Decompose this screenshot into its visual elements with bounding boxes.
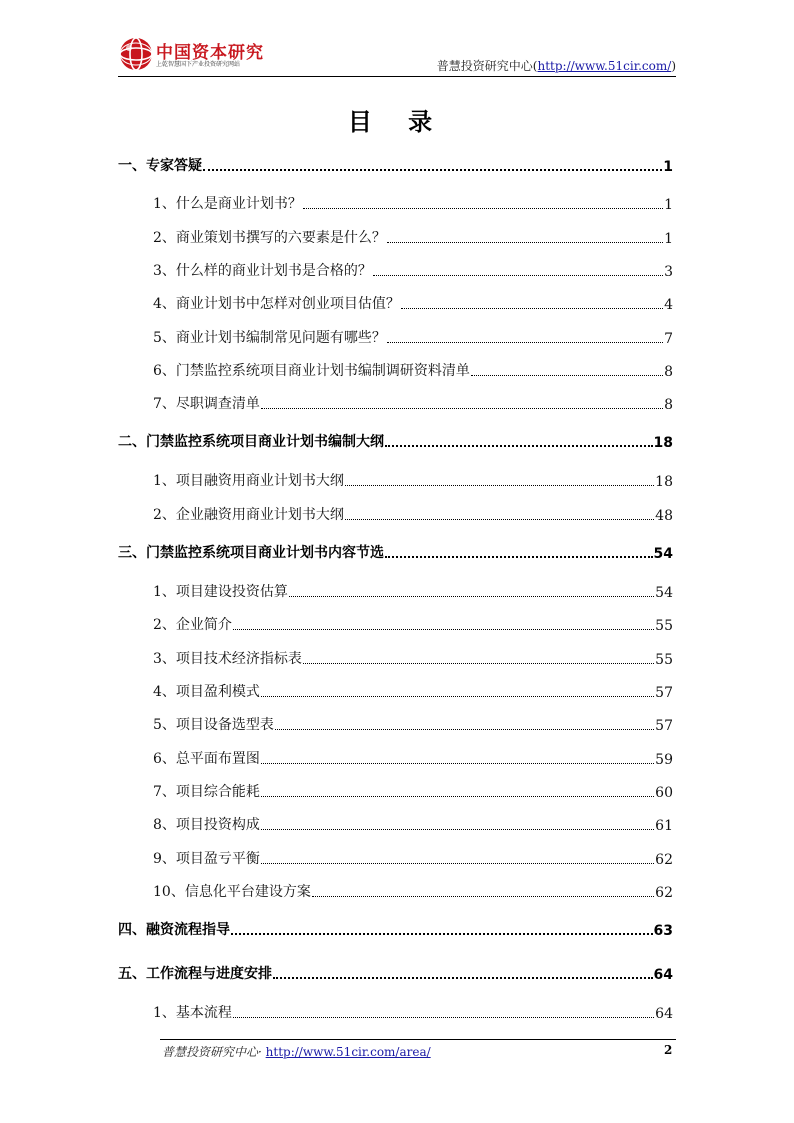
- header-divider: [118, 76, 676, 77]
- toc-leader-dots: [385, 444, 653, 447]
- toc-leader-dots: [289, 595, 654, 597]
- toc-section-entry[interactable]: [153, 881, 673, 901]
- toc-section-entry[interactable]: [153, 781, 673, 801]
- toc-leader-dots: [303, 662, 654, 664]
- toc-entry-page: 64: [653, 967, 673, 983]
- toc-section-entry[interactable]: [153, 581, 673, 601]
- toc-section-entry[interactable]: [153, 614, 673, 634]
- logo: [118, 34, 288, 74]
- toc-leader-dots: [261, 407, 663, 409]
- toc-entry-page: 18: [653, 435, 673, 451]
- toc-section-entry[interactable]: [153, 714, 673, 734]
- toc-entry-label: 7、项目综合能耗: [153, 784, 260, 800]
- toc-leader-dots: [373, 274, 663, 276]
- toc-entry-label: 一、专家答疑: [118, 158, 202, 174]
- toc-leader-dots: [345, 518, 654, 520]
- toc-section-entry[interactable]: [153, 814, 673, 834]
- toc-section-entry[interactable]: [153, 470, 673, 490]
- toc-chapter-entry[interactable]: [118, 431, 673, 451]
- toc-entry-label: 2、企业融资用商业计划书大纲: [153, 507, 344, 523]
- toc-leader-dots: [261, 795, 654, 797]
- toc-leader-dots: [261, 762, 654, 764]
- toc-leader-dots: [345, 484, 654, 486]
- toc-entry-page: 57: [655, 685, 673, 701]
- logo-globe-icon: [118, 36, 154, 72]
- toc-section-entry[interactable]: [153, 648, 673, 668]
- toc-entry-page: 61: [655, 818, 673, 834]
- toc-entry-label: 3、什么样的商业计划书是合格的？: [153, 263, 372, 279]
- toc-entry-label: 三、门禁监控系统项目商业计划书内容节选: [118, 545, 384, 561]
- toc-entry-label: 二、门禁监控系统项目商业计划书编制大纲: [118, 434, 384, 450]
- toc-section-entry[interactable]: [153, 260, 673, 280]
- toc-leader-dots: [401, 307, 663, 309]
- toc-entry-label: 1、项目融资用商业计划书大纲: [153, 473, 344, 489]
- toc-entry-label: 4、商业计划书中怎样对创业项目估值？: [153, 296, 400, 312]
- toc-leader-dots: [385, 555, 653, 558]
- header-source: [437, 57, 676, 74]
- toc-entry-label: 6、门禁监控系统项目商业计划书编制调研资料清单: [153, 363, 470, 379]
- toc-section-entry[interactable]: [153, 360, 673, 380]
- toc-section-entry[interactable]: [153, 393, 673, 413]
- toc-entry-label: 8、项目投资构成: [153, 817, 260, 833]
- toc-entry-page: 8: [664, 364, 673, 380]
- toc-section-entry[interactable]: [153, 504, 673, 524]
- toc-entry-label: 4、项目盈利模式: [153, 684, 260, 700]
- toc-chapter-entry[interactable]: [118, 963, 673, 983]
- toc-entry-page: 64: [655, 1006, 673, 1022]
- toc-entry-label: 10、信息化平台建设方案: [153, 884, 311, 900]
- toc-entry-label: 四、融资流程指导: [118, 922, 230, 938]
- header-url-link[interactable]: http://www.51cir.com/: [537, 59, 672, 73]
- toc-leader-dots: [261, 695, 654, 697]
- toc-entry-label: 6、总平面布置图: [153, 751, 260, 767]
- toc-entry-page: 8: [664, 397, 673, 413]
- page-number: 2: [664, 1043, 673, 1057]
- toc-section-entry[interactable]: [153, 681, 673, 701]
- page-header: [118, 34, 676, 76]
- toc-entry-page: 63: [653, 923, 673, 939]
- toc-entry-page: 55: [655, 652, 673, 668]
- toc-leader-dots: [303, 207, 663, 209]
- header-paren-open: (: [532, 59, 538, 73]
- footer-org-name: 普慧投资研究中心·: [162, 1045, 262, 1059]
- toc-entry-page: 62: [655, 885, 673, 901]
- toc-entry-label: 9、项目盈亏平衡: [153, 851, 260, 867]
- toc-entry-label: 1、基本流程: [153, 1005, 232, 1021]
- toc-entry-page: 1: [663, 159, 673, 175]
- header-org-name: 普慧投资研究中心: [436, 59, 533, 73]
- page-title: 目 录: [347, 108, 447, 136]
- toc-leader-dots: [312, 895, 654, 897]
- toc-entry-page: 55: [655, 618, 673, 634]
- toc-leader-dots: [233, 628, 654, 630]
- footer-url-link[interactable]: http://www.51cir.com/area/: [265, 1045, 431, 1059]
- toc-leader-dots: [233, 1016, 654, 1018]
- toc-entry-page: 62: [655, 852, 673, 868]
- toc-entry-label: 1、什么是商业计划书？: [153, 196, 302, 212]
- toc-entry-page: 54: [653, 546, 673, 562]
- toc-section-entry[interactable]: [153, 848, 673, 868]
- toc-entry-page: 57: [655, 718, 673, 734]
- toc-entry-label: 7、尽职调查清单: [153, 396, 260, 412]
- toc-entry-label: 五、工作流程与进度安排: [118, 966, 272, 982]
- toc-leader-dots: [275, 728, 654, 730]
- toc-leader-dots: [203, 168, 662, 171]
- toc-entry-label: 1、项目建设投资估算: [153, 584, 288, 600]
- toc-entry-label: 3、项目技术经济指标表: [153, 651, 302, 667]
- toc-section-entry[interactable]: [153, 193, 673, 213]
- toc-section-entry[interactable]: [153, 1002, 673, 1022]
- toc-entry-page: 1: [664, 197, 673, 213]
- toc-leader-dots: [273, 976, 653, 979]
- footer-divider: [160, 1039, 676, 1040]
- toc-entry-label: 5、项目设备选型表: [153, 717, 274, 733]
- toc-leader-dots: [471, 374, 663, 376]
- logo-subtitle: 上乾智慧国下产业投资研究网站: [156, 61, 241, 68]
- toc-section-entry[interactable]: [153, 327, 673, 347]
- toc-section-entry[interactable]: [153, 227, 673, 247]
- toc-leader-dots: [231, 932, 653, 935]
- toc-entry-page: 3: [664, 264, 673, 280]
- toc-entry-page: 60: [655, 785, 673, 801]
- toc-entry-label: 5、商业计划书编制常见问题有哪些？: [153, 330, 386, 346]
- toc-entry-page: 54: [655, 585, 673, 601]
- toc-entry-page: 4: [664, 297, 673, 313]
- toc-entry-page: 18: [655, 474, 673, 490]
- toc-entry-page: 48: [655, 508, 673, 524]
- toc-leader-dots: [387, 241, 663, 243]
- toc-entry-label: 2、商业策划书撰写的六要素是什么？: [153, 230, 386, 246]
- toc-leader-dots: [261, 828, 654, 830]
- toc-entry-label: 2、企业简介: [153, 617, 232, 633]
- toc-leader-dots: [387, 341, 663, 343]
- toc-chapter-entry[interactable]: [118, 542, 673, 562]
- toc-section-entry[interactable]: [153, 748, 673, 768]
- logo-title: 中国资本研究: [156, 43, 264, 63]
- page-footer: [162, 1043, 431, 1060]
- toc-leader-dots: [261, 862, 654, 864]
- header-paren-close: ): [671, 59, 676, 73]
- toc-chapter-entry[interactable]: [118, 919, 673, 939]
- toc-entry-page: 59: [655, 752, 673, 768]
- toc-chapter-entry[interactable]: [118, 155, 673, 175]
- toc-entry-page: 7: [664, 331, 673, 347]
- toc-section-entry[interactable]: [153, 293, 673, 313]
- toc-entry-page: 1: [664, 231, 673, 247]
